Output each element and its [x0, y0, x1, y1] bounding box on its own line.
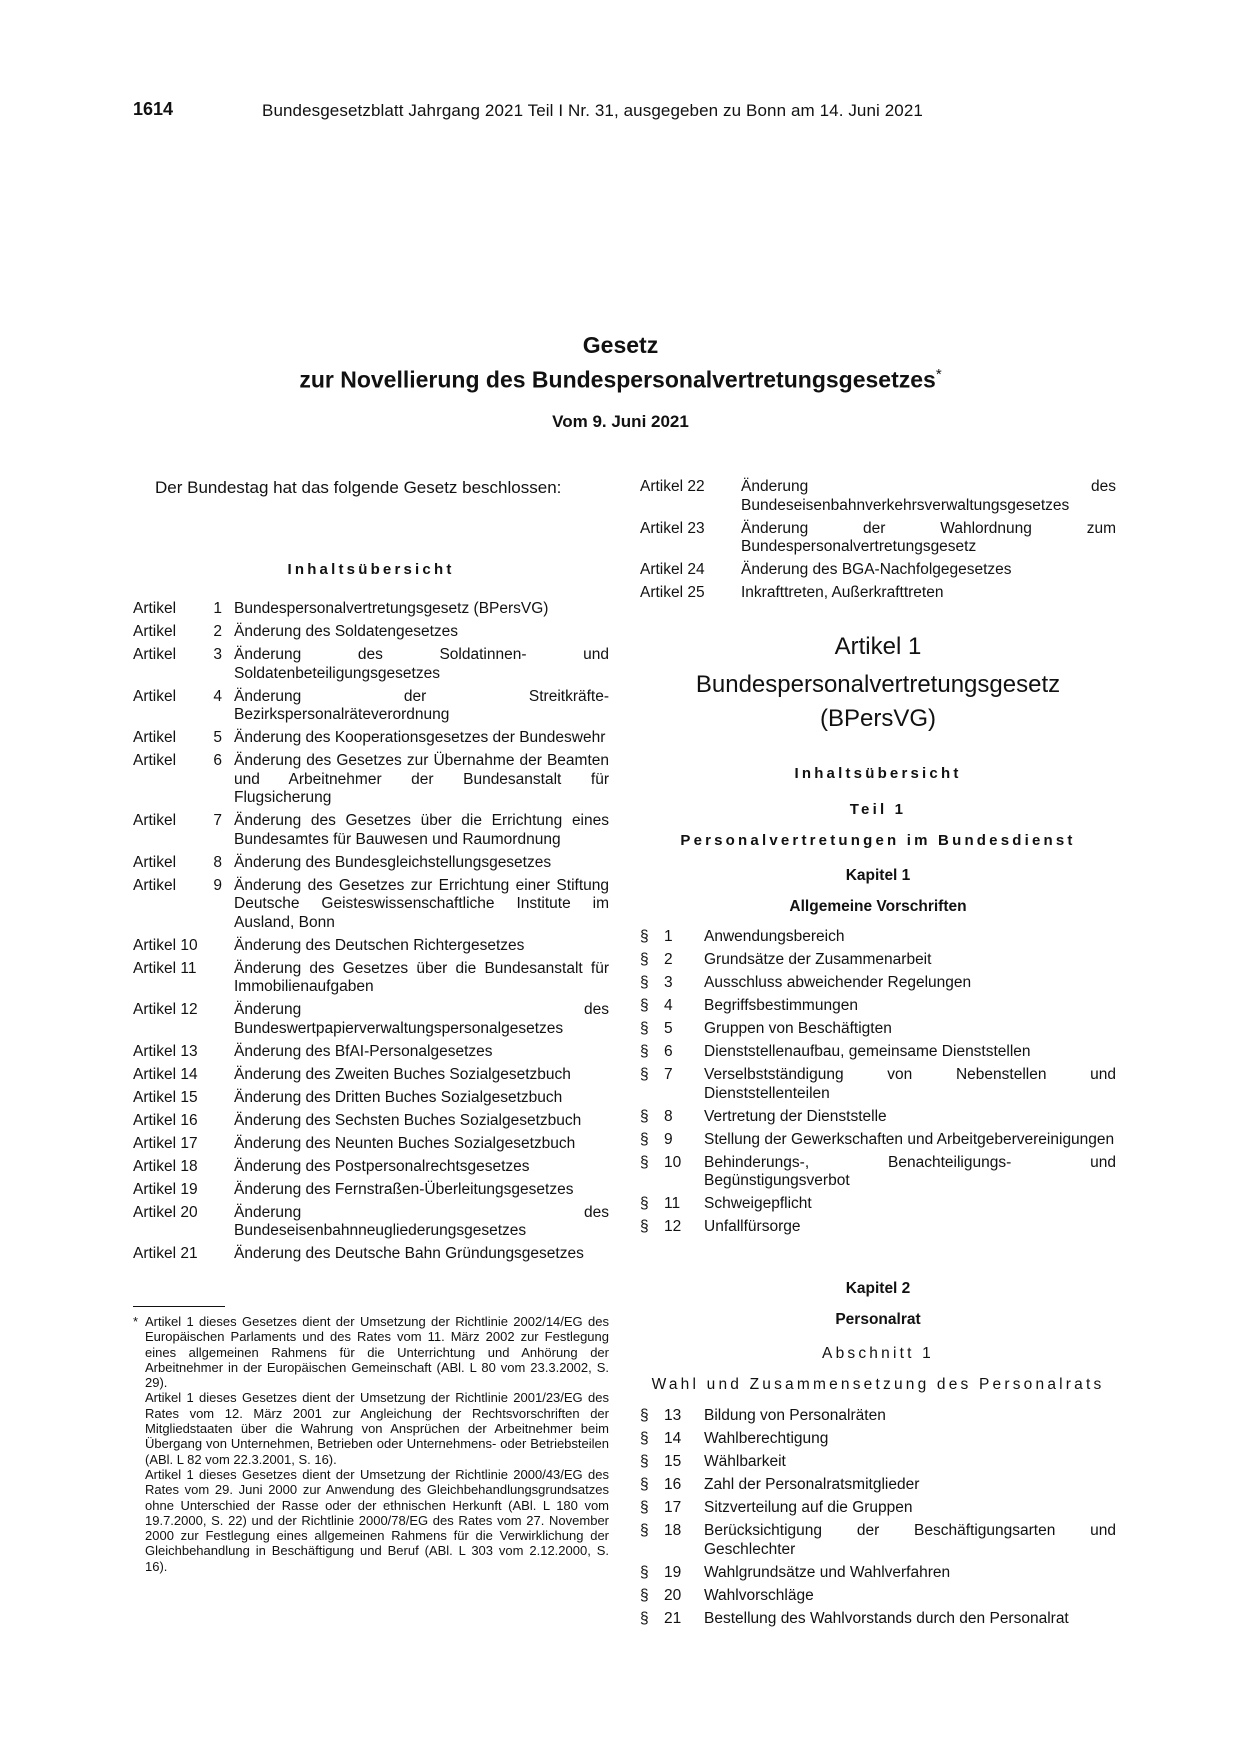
- section-entry: [640, 1407, 1116, 1426]
- toc-entry: [133, 1066, 609, 1085]
- section-title: Berücksichtigung der Beschäftigungsarten und Geschlechter: [704, 1522, 1116, 1558]
- footnote-paragraph: [133, 1467, 609, 1574]
- section-number: 13: [664, 1407, 682, 1424]
- section-entry: [640, 1522, 1116, 1559]
- toc-entry-label: Artikel: [133, 876, 177, 894]
- toc-entry: [640, 478, 1116, 515]
- section-entry: [640, 1020, 1116, 1039]
- footnote-mark: *: [935, 366, 942, 383]
- section-number: 5: [664, 1020, 673, 1037]
- section-title: Begriffsbestimmungen: [704, 997, 858, 1014]
- kapitel2-title: Personalrat: [835, 1311, 921, 1328]
- section-entry: [640, 1108, 1116, 1127]
- section-number: 12: [664, 1218, 682, 1235]
- section-entry: [640, 1610, 1116, 1629]
- section-number: 19: [664, 1563, 682, 1581]
- section-number: 11: [664, 1195, 681, 1212]
- toc-entry-title: Änderung des Soldatengesetzes: [234, 623, 459, 640]
- section-number: 4: [664, 997, 673, 1014]
- toc-entry-label: Artikel 15: [133, 1088, 198, 1106]
- section-title: Grundsätze der Zusammenarbeit: [704, 951, 932, 968]
- section-symbol: §: [640, 1522, 649, 1539]
- toc-entry-title: Änderung des Soldatinnen- und Soldatenbeteiligungsgesetzes: [234, 646, 609, 682]
- section-entry: [640, 1154, 1116, 1191]
- toc-entry-label: Artikel: [133, 600, 177, 617]
- toc-entry-label: Artikel: [133, 853, 177, 871]
- section-entry: [640, 1066, 1116, 1103]
- section-symbol: §: [640, 1107, 649, 1125]
- teil-heading: Teil 1: [849, 801, 907, 818]
- section-entry: [640, 1218, 1116, 1237]
- toc-entry: [133, 854, 609, 873]
- toc-entry-label: Artikel 21: [133, 1245, 198, 1262]
- toc-entry-label: Artikel 12: [133, 1001, 198, 1018]
- section-entry: [640, 997, 1116, 1016]
- footnote-text: Artikel 1 dieses Gesetzes dient der Umsetzung der Richtlinie 2000/43/EG des Rates vom 29. Juni 2000 zur Anwendung des Gleichbehandlungsgrundsatzes ohne Unterschied der Rasse oder der ethnischen Herkunft (ABl. L 180 vom 19.7.2000, S. 22) und der Richtlinie 2000/78/EG des Rates vom 27. November 2000 zur Festlegung eines allgemeinen Rahmens für die Verwirklichung der Gleichbehandlung in Beschäftigung und Beruf (ABl. L 303 vom 2.12.2000, S. 16).: [145, 1466, 609, 1574]
- section-number: 3: [664, 974, 673, 991]
- section-symbol: §: [640, 1066, 649, 1083]
- section-symbol: §: [640, 1609, 649, 1627]
- section-title: Behinderungs-, Benachteiligungs- und Begünstigungsverbot: [704, 1153, 1116, 1189]
- section-title: Wählbarkeit: [704, 1453, 786, 1470]
- kapitel1-heading: Kapitel 1: [845, 867, 911, 884]
- artikel1-title-line2: (BPersVG): [819, 705, 936, 732]
- toc-entry: [133, 937, 609, 956]
- toc-entry-title: Änderung des Fernstraßen-Überleitungsgesetzes: [234, 1180, 574, 1198]
- toc-entry: [133, 1112, 609, 1131]
- toc-entry-label: Artikel 14: [133, 1065, 198, 1083]
- artikel1-toc-heading: Inhaltsübersicht: [794, 765, 962, 782]
- toc-entry-title: Änderung des Sechsten Buches Sozialgesetzbuch: [234, 1111, 582, 1129]
- toc-entry-title: Änderung des Bundeseisenbahnverkehrsverwaltungsgesetzes: [741, 478, 1116, 514]
- toc-entry-label: Artikel 22: [640, 478, 705, 495]
- section-entry: [640, 928, 1116, 947]
- law-date: Vom 9. Juni 2021: [552, 412, 689, 431]
- toc-entry: [133, 646, 609, 683]
- section-entry: [640, 974, 1116, 993]
- toc-entry: [133, 729, 609, 748]
- toc-entry: [640, 520, 1116, 557]
- section-number: 18: [664, 1522, 682, 1539]
- artikel1-heading: Artikel 1: [834, 633, 922, 660]
- section-symbol: §: [640, 1476, 649, 1493]
- toc-entry: [133, 600, 609, 619]
- toc-entry-title: Änderung des Postpersonalrechtsgesetzes: [234, 1157, 530, 1175]
- toc-entry: [133, 752, 609, 808]
- toc-entry-title: Änderung des Gesetzes über die Bundesanstalt für Immobilienaufgaben: [234, 959, 609, 995]
- toc-heading: Inhaltsübersicht: [287, 561, 455, 578]
- toc-entry-label: Artikel 10: [133, 936, 198, 954]
- toc-entry: [133, 1245, 609, 1264]
- toc-entry-label: Artikel 20: [133, 1203, 198, 1221]
- section-title: Ausschluss abweichender Regelungen: [704, 974, 972, 991]
- section-entry: [640, 1587, 1116, 1606]
- section-entry: [640, 1476, 1116, 1495]
- footnote-star: *: [133, 1314, 139, 1329]
- section-list-kapitel1: [640, 928, 1116, 1241]
- toc-entry-label: Artikel 13: [133, 1042, 198, 1060]
- teil-title: Personalvertretungen im Bundesdienst: [680, 832, 1076, 849]
- toc-entry-label: Artikel: [133, 623, 177, 640]
- law-title-line2: [0, 360, 1241, 395]
- section-symbol: §: [640, 1586, 649, 1604]
- section-symbol: §: [640, 1499, 649, 1516]
- toc-entry-label: Artikel: [133, 687, 177, 705]
- section-title: Sitzverteilung auf die Gruppen: [704, 1499, 913, 1516]
- section-title: Verselbstständigung von Nebenstellen und Dienststellenteilen: [704, 1066, 1116, 1102]
- footnote-paragraph: [133, 1390, 609, 1466]
- article-list-continued: [640, 478, 1116, 607]
- article-list: [133, 600, 609, 1268]
- section-symbol: §: [640, 951, 649, 968]
- toc-entry-number: 5: [213, 729, 222, 746]
- toc-entry: [133, 688, 609, 725]
- section-symbol: §: [640, 1563, 649, 1581]
- abschnitt-heading: Abschnitt 1: [822, 1345, 934, 1362]
- toc-entry-title: Änderung des Zweiten Buches Sozialgesetzbuch: [234, 1065, 571, 1083]
- artikel1-title-line1: Bundespersonalvertretungsgesetz: [695, 671, 1061, 698]
- section-symbol: §: [640, 1043, 649, 1060]
- section-entry: [640, 1043, 1116, 1062]
- section-number: 21: [664, 1609, 682, 1627]
- section-entry: [640, 1453, 1116, 1472]
- toc-entry-title: Änderung des Kooperationsgesetzes der Bundeswehr: [234, 729, 606, 746]
- toc-entry: [640, 584, 1116, 603]
- section-number: 10: [664, 1153, 682, 1171]
- section-number: 15: [664, 1453, 682, 1470]
- toc-entry-title: Änderung des Bundesgleichstellungsgesetzes: [234, 853, 552, 871]
- toc-entry-label: Artikel: [133, 812, 177, 829]
- section-entry: [640, 1564, 1116, 1583]
- intro-paragraph: Der Bundestag hat das folgende Gesetz beschlossen:: [155, 478, 562, 497]
- law-title-text: zur Novellierung des Bundespersonalvertretungsgesetzes: [299, 366, 936, 393]
- toc-entry-title: Änderung des Deutsche Bahn Gründungsgesetzes: [234, 1245, 584, 1262]
- section-title: Bestellung des Wahlvorstands durch den Personalrat: [704, 1609, 1069, 1627]
- toc-entry-label: Artikel 23: [640, 519, 705, 537]
- section-symbol: §: [640, 1430, 649, 1447]
- section-number: 14: [664, 1430, 682, 1447]
- toc-entry: [133, 623, 609, 642]
- toc-entry: [133, 1158, 609, 1177]
- toc-entry-number: 7: [213, 812, 222, 829]
- section-title: Anwendungsbereich: [704, 928, 845, 945]
- toc-entry: [133, 1135, 609, 1154]
- toc-entry-title: Änderung des Dritten Buches Sozialgesetzbuch: [234, 1088, 563, 1106]
- toc-entry-title: Änderung der Wahlordnung zum Bundespersonalvertretungsgesetz: [741, 519, 1116, 555]
- toc-entry-number: 3: [213, 646, 222, 663]
- section-entry: [640, 1430, 1116, 1449]
- toc-entry: [133, 1001, 609, 1038]
- section-title: Unfallfürsorge: [704, 1218, 801, 1235]
- kapitel2-heading: Kapitel 2: [845, 1280, 911, 1297]
- section-symbol: §: [640, 1453, 649, 1470]
- toc-entry-number: 6: [213, 752, 222, 769]
- section-symbol: §: [640, 1407, 649, 1424]
- section-title: Vertretung der Dienststelle: [704, 1107, 887, 1125]
- law-title-line1: Gesetz: [582, 332, 659, 358]
- toc-entry: [133, 877, 609, 933]
- toc-entry: [133, 812, 609, 849]
- toc-entry-title: Änderung des BfAI-Personalgesetzes: [234, 1042, 493, 1060]
- section-number: 2: [664, 951, 673, 968]
- toc-entry-label: Artikel 11: [133, 959, 197, 977]
- section-number: 16: [664, 1476, 682, 1493]
- section-symbol: §: [640, 1130, 649, 1148]
- toc-entry-label: Artikel 25: [640, 584, 705, 601]
- section-symbol: §: [640, 997, 649, 1014]
- footnote-rule: [133, 1306, 225, 1307]
- section-title: Wahlvorschläge: [704, 1586, 814, 1604]
- section-number: 20: [664, 1586, 682, 1604]
- footnote-paragraph: [133, 1314, 609, 1390]
- section-number: 17: [664, 1499, 682, 1516]
- kapitel1-title: Allgemeine Vorschriften: [789, 898, 967, 915]
- toc-entry-label: Artikel: [133, 752, 177, 769]
- toc-entry-label: Artikel 24: [640, 561, 705, 578]
- toc-entry-title: Inkrafttreten, Außerkrafttreten: [741, 584, 944, 601]
- running-header: Bundesgesetzblatt Jahrgang 2021 Teil I Nr. 31, ausgegeben zu Bonn am 14. Juni 2021: [262, 101, 923, 120]
- toc-entry: [133, 1181, 609, 1200]
- section-symbol: §: [640, 1153, 649, 1171]
- toc-entry: [640, 561, 1116, 580]
- toc-entry: [133, 960, 609, 997]
- toc-entry-number: 8: [213, 853, 222, 871]
- toc-entry-number: 4: [213, 687, 222, 705]
- section-entry: [640, 1499, 1116, 1518]
- toc-entry-title: Änderung des Gesetzes über die Errichtung eines Bundesamtes für Bauwesen und Raumordnung: [234, 812, 609, 848]
- section-number: 9: [664, 1130, 673, 1148]
- toc-entry: [133, 1204, 609, 1241]
- section-title: Dienststellenaufbau, gemeinsame Dienststellen: [704, 1043, 1031, 1060]
- footnote-text: Artikel 1 dieses Gesetzes dient der Umsetzung der Richtlinie 2001/23/EG des Rates vom 12. März 2001 zur Angleichung der Rechtsvorschriften der Mitgliedstaaten über die Wahrung von Ansprüchen der Arbeitnehmer beim Übergang von Unternehmen, Betrieben oder Unternehmens- oder Betriebsteilen (ABl. L 82 vom 22.3.2001, S. 16).: [145, 1390, 609, 1467]
- section-symbol: §: [640, 1195, 649, 1212]
- toc-entry-title: Bundespersonalvertretungsgesetz (BPersVG): [234, 600, 549, 617]
- section-number: 1: [664, 928, 673, 945]
- toc-entry: [133, 1089, 609, 1108]
- section-number: 8: [664, 1107, 673, 1125]
- footnote-text: Artikel 1 dieses Gesetzes dient der Umsetzung der Richtlinie 2002/14/EG des Europäischen Parlaments und des Rates vom 11. März 2002 zur Festlegung eines allgemeinen Rahmens für die Unterrichtung und Anhörung der Arbeitnehmer in der Europäischen Gemeinschaft (ABl. L 80 vom 23.3.2002, S. 29).: [145, 1314, 609, 1391]
- toc-entry-number: 1: [213, 600, 222, 617]
- toc-entry-title: Änderung des Bundeseisenbahnneugliederungsgesetzes: [234, 1203, 609, 1239]
- section-symbol: §: [640, 1218, 649, 1235]
- section-title: Stellung der Gewerkschaften und Arbeitgebervereinigungen: [704, 1130, 1115, 1148]
- section-entry: [640, 1195, 1116, 1214]
- toc-entry-title: Änderung des Bundeswertpapierverwaltungspersonalgesetzes: [234, 1001, 609, 1037]
- toc-entry-title: Änderung der Streitkräfte-Bezirkspersonalräteverordnung: [234, 687, 609, 723]
- section-title: Gruppen von Beschäftigten: [704, 1020, 892, 1037]
- section-title: Wahlgrundsätze und Wahlverfahren: [704, 1563, 951, 1581]
- section-symbol: §: [640, 974, 649, 991]
- toc-entry-label: Artikel 17: [133, 1134, 198, 1152]
- toc-entry-title: Änderung des BGA-Nachfolgegesetzes: [741, 561, 1012, 578]
- section-number: 6: [664, 1043, 673, 1060]
- section-symbol: §: [640, 1020, 649, 1037]
- section-title: Schweigepflicht: [704, 1195, 812, 1212]
- toc-entry-number: 2: [213, 623, 222, 640]
- toc-entry-label: Artikel: [133, 729, 177, 746]
- section-entry: [640, 1131, 1116, 1150]
- section-entry: [640, 951, 1116, 970]
- section-title: Zahl der Personalratsmitglieder: [704, 1476, 920, 1493]
- abschnitt-title: Wahl und Zusammensetzung des Personalrats: [651, 1376, 1105, 1393]
- section-number: 7: [664, 1066, 673, 1083]
- toc-entry-label: Artikel 18: [133, 1157, 198, 1175]
- toc-entry-title: Änderung des Gesetzes zur Errichtung einer Stiftung Deutsche Geisteswissenschaftliche Institute im Ausland, Bonn: [234, 876, 609, 931]
- section-title: Bildung von Personalräten: [704, 1407, 886, 1424]
- footnote: [133, 1314, 609, 1574]
- toc-entry-label: Artikel: [133, 646, 177, 663]
- toc-entry-title: Änderung des Deutschen Richtergesetzes: [234, 936, 525, 954]
- toc-entry-title: Änderung des Neunten Buches Sozialgesetzbuch: [234, 1134, 576, 1152]
- toc-entry-label: Artikel 19: [133, 1180, 198, 1198]
- section-list-abschnitt1: [640, 1407, 1116, 1633]
- toc-entry-label: Artikel 16: [133, 1111, 198, 1129]
- section-title: Wahlberechtigung: [704, 1430, 829, 1447]
- toc-entry: [133, 1043, 609, 1062]
- toc-entry-number: 9: [213, 876, 222, 894]
- toc-entry-title: Änderung des Gesetzes zur Übernahme der Beamten und Arbeitnehmer der Bundesanstalt für Flugsicherung: [234, 752, 609, 806]
- page-number: 1614: [133, 99, 174, 119]
- section-symbol: §: [640, 928, 649, 945]
